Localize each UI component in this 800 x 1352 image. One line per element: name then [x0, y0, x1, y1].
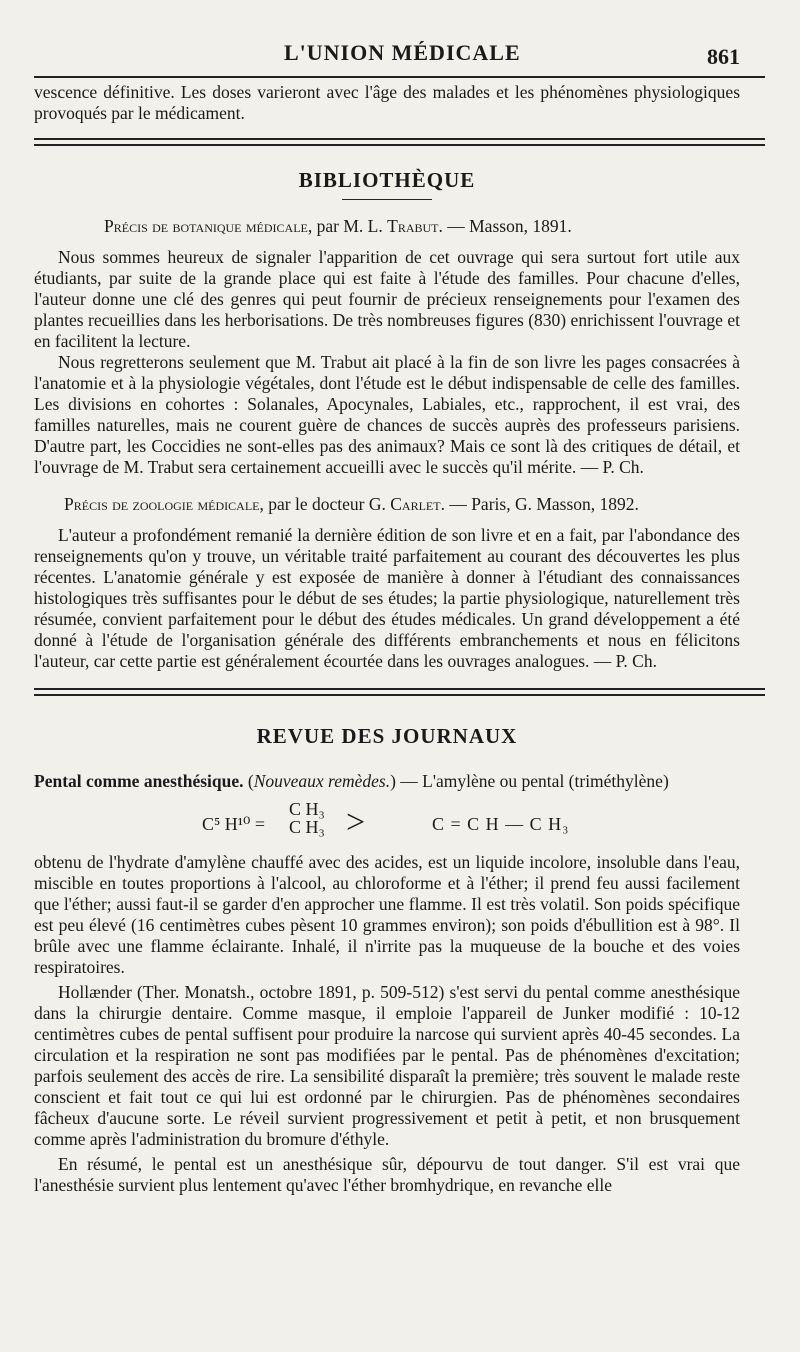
article-heading: Pental comme anesthésique. (Nouveaux remèdes.) — L'amylène ou pental (triméthylène) — [34, 771, 669, 791]
formula-right: C = C H — C H₃ — [432, 814, 570, 834]
formula-stack-bottom: C H₃ — [289, 817, 325, 837]
article-paragraph: Hollænder (Ther. Monatsh., octobre 1891, p. 509-512) s'est servi du pental comme anesthésique dans la chirurgie dentaire. Comme masque, il emploie l'appareil de Junker modifié : 10-12 centimètres cubes de pental suffisent pour produire la narcose qui survient après 40-45 secondes. La circulation et la respiration ne sont pas modifiées par le pental. Pas de phénomènes d'excitation; parfois seulement des accès de rire. La sensibilité disparaît la première; très souvent le malade reste conscient et fait tout ce qui lui est ordonné par le chirurgien. Pas de phénomènes secondaires fâcheux d'aucune sorte. Le réveil survient progressivement et petit à petit, et non brusquement comme après l'administration du bromure d'éthyle. — [34, 982, 740, 1149]
book-author-line: , par le docteur G. — [259, 494, 391, 514]
header-rule — [34, 76, 765, 78]
article-source: Nouveaux remèdes. — [253, 771, 391, 791]
book-title: Précis de zoologie médicale — [64, 494, 260, 514]
page-header — [34, 0, 740, 70]
section-divider — [34, 688, 765, 696]
formula-left: C⁵ H¹⁰ = — [202, 814, 266, 834]
article-title: Pental comme anesthésique. — [34, 771, 244, 791]
section-title-bibliotheque: BIBLIOTHÈQUE — [298, 168, 476, 192]
book-publisher: . — Paris, G. Masson, 1892. — [440, 494, 639, 514]
section-title-revue: REVUE DES JOURNAUX — [256, 724, 518, 748]
section-divider — [34, 138, 765, 146]
book-author-line: , par M. L. — [307, 216, 388, 236]
book-title: Précis de botanique médicale — [104, 216, 308, 236]
review-paragraph: Nous sommes heureux de signaler l'apparition de cet ouvrage qui sera surtout fort utile aux étudiants, par suite de la grande place qui est faite à l'étude des familles. Pour chacune d'elles, l'auteur donne une clé des genres qui peut fournir de précieux renseignements pour l'examen des plantes recueillies dans les herborisations. De très nombreuses figures (830) enrichissent l'ouvrage et en facilitent la lecture. — [34, 247, 740, 351]
book-publisher: . — Masson, 1891. — [438, 216, 572, 236]
page-number: 861 — [707, 44, 740, 69]
formula-bracket: > — [346, 804, 366, 841]
review-paragraph: Nous regretterons seulement que M. Trabut ait placé à la fin de son livre les pages consacrées à l'anatomie et à la physiologie végétales, dont l'étude est le début indispensable de celle des familles. Les divisions en cohortes : Solanales, Apocynales, Labiales, etc., rapprochent, il est vrai, des familles naturelles, mais ne courent guère de chances de succès auprès des professeurs parisiens. D'autre part, les Coccidies ne sont-elles pas des animaux? Mais ce sont là des critiques de détail, et l'ouvrage de M. Trabut sera certainement accueilli avec le succès qu'il mérite. — P. Ch. — [34, 352, 740, 477]
running-title: L'UNION MÉDICALE — [284, 40, 521, 65]
review-paragraph: L'auteur a profondément remanié la dernière édition de son livre et en a fait, par l'abondance des renseignements qu'on y trouve, un véritable traité parfaitement au courant des découvertes les plus récentes. L'anatomie générale y est exposée de manière à donner à l'étudiant des connaissances histologiques très suffisantes pour le début de ses études; la partie physiologique, naturellement très résumée, convient parfaitement pour le début des études médicales. Un grand développement a été donné à l'étude de l'organisation générale des différents embranchements et nous en félicitons l'auteur, car cette partie est généralement écourtée dans les ouvrages analogues. — P. Ch. — [34, 525, 740, 671]
book-entry-zoologie — [34, 494, 740, 515]
article-paragraph: obtenu de l'hydrate d'amylène chauffé avec des acides, est un liquide incolore, insoluble dans l'eau, miscible en toutes proportions à l'alcool, au chloroforme et à l'éther; il prend feu aussi facilement que l'éther; aussi faut-il se garder d'en approcher une flamme. Il est très volatil. Son poids spécifique est peu élevé (16 centimètres cubes pèsent 10 grammes environ); son poids d'ébullition est à 98°. Il brûle avec une flamme éclairante. Inhalé, il n'irrite pas la muqueuse de la bouche et des voies respiratoires. — [34, 852, 740, 977]
title-underline — [342, 199, 432, 200]
chemical-formula — [34, 800, 740, 848]
book-author: Carlet — [390, 494, 441, 514]
book-author: Trabut — [387, 216, 439, 236]
formula-stack-top: C H₃ — [289, 799, 325, 819]
intro-paragraph: vescence définitive. Les doses varieront avec l'âge des malades et les phénomènes physiologiques provoqués par le médicament. — [34, 82, 740, 123]
book-entry-botanique — [34, 216, 740, 237]
article-lead: — L'amylène ou pental (triméthylène) — [400, 771, 669, 791]
article-paragraph: En résumé, le pental est un anesthésique sûr, dépourvu de tout danger. S'il est vrai que l'anesthésie survient plus lentement qu'avec l'éther bromhydrique, en revanche elle — [34, 1154, 740, 1195]
formula-stack — [289, 800, 325, 836]
